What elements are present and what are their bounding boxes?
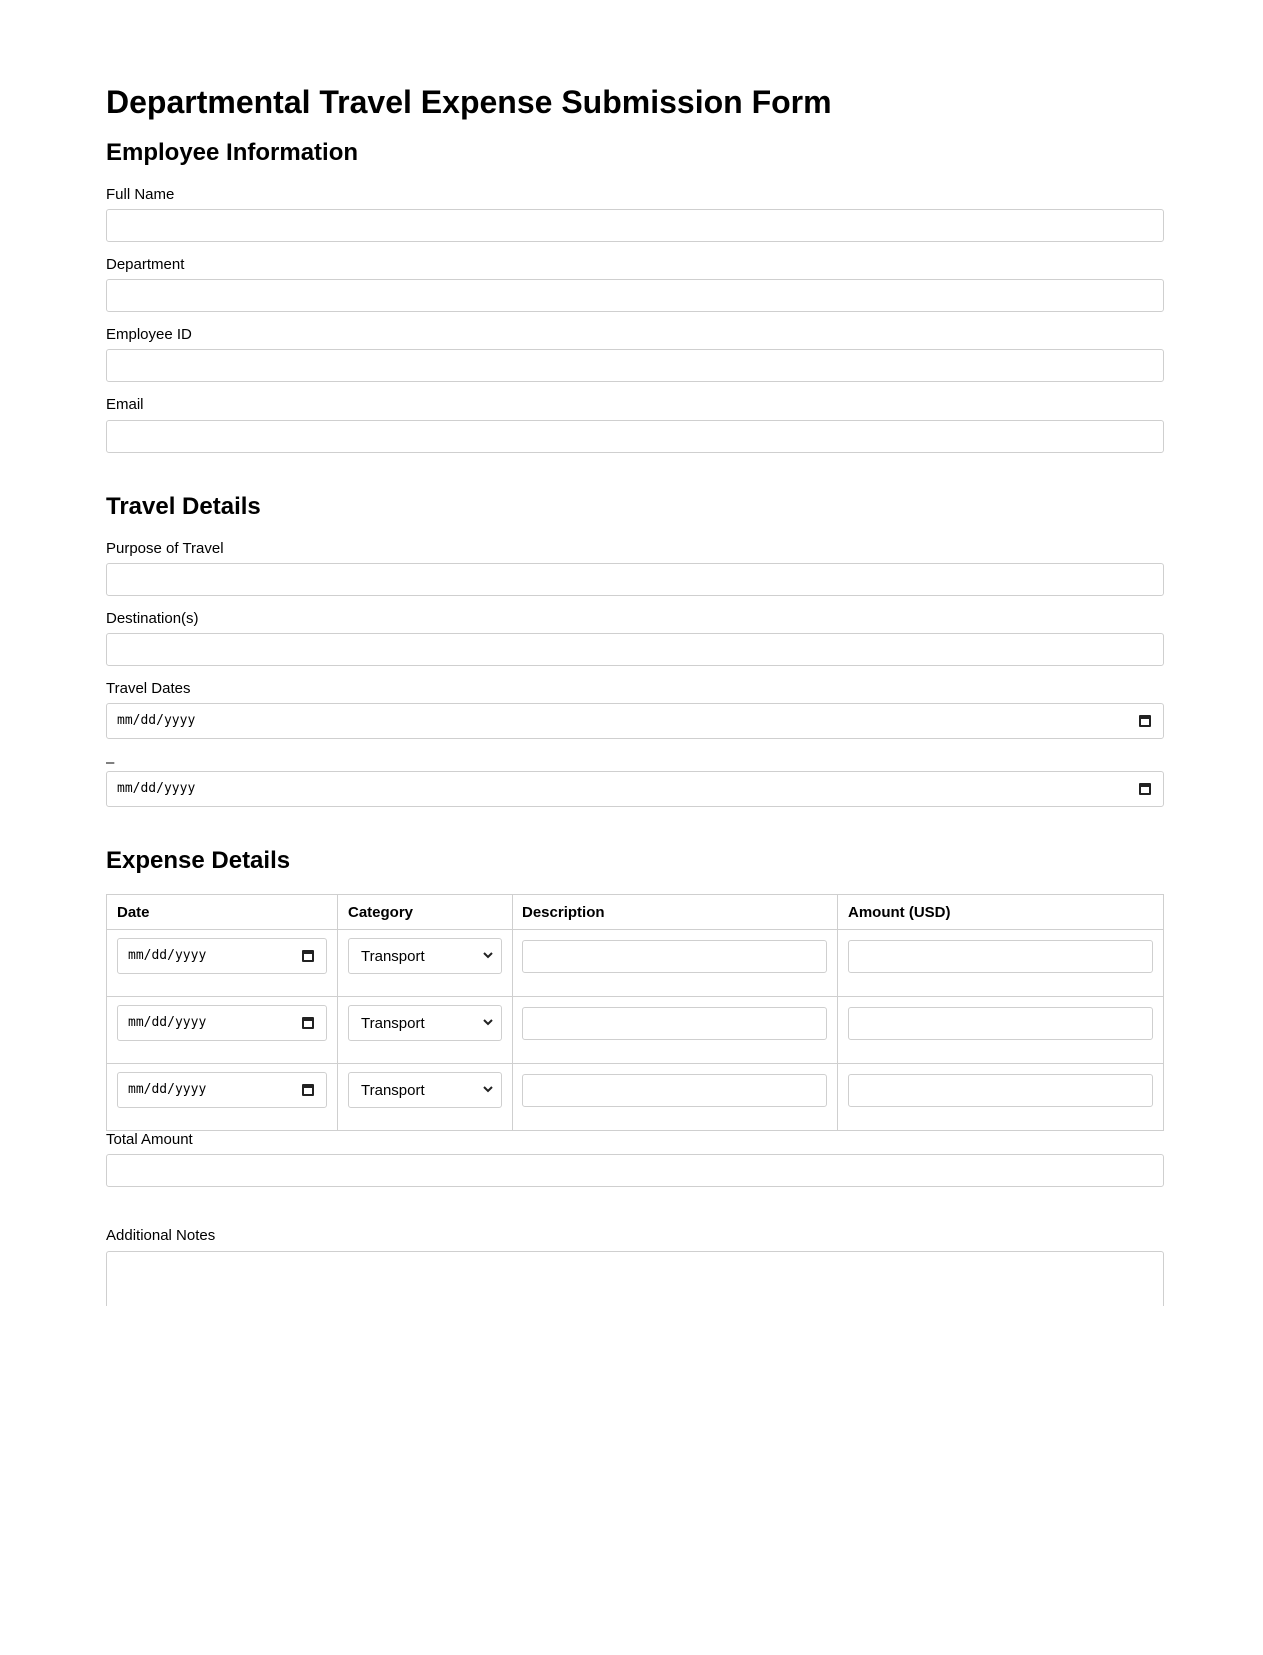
selected-category: Transport <box>361 1082 425 1099</box>
purpose-of-travel-label: Purpose of Travel <box>106 540 224 557</box>
calendar-icon[interactable] <box>302 950 314 962</box>
email-input[interactable] <box>106 420 1164 453</box>
purpose-of-travel-input[interactable] <box>106 563 1164 596</box>
employee-information-heading: Employee Information <box>106 139 359 166</box>
column-divider <box>837 895 838 1130</box>
additional-notes-textarea[interactable] <box>106 1251 1164 1306</box>
travel-end-date-input[interactable] <box>106 771 1164 807</box>
expense-amount-input[interactable] <box>848 1074 1153 1107</box>
expense-description-input[interactable] <box>522 940 827 973</box>
expense-amount-input[interactable] <box>848 1007 1153 1040</box>
calendar-icon[interactable] <box>302 1017 314 1029</box>
chevron-down-icon <box>483 950 493 960</box>
row-divider <box>107 996 1163 997</box>
expense-date-input[interactable] <box>117 1005 327 1041</box>
destinations-label: Destination(s) <box>106 610 199 627</box>
expense-description-input[interactable] <box>522 1074 827 1107</box>
expense-amount-input[interactable] <box>848 940 1153 973</box>
employee-id-input[interactable] <box>106 349 1164 382</box>
expense-category-select[interactable] <box>348 938 502 974</box>
additional-notes-label: Additional Notes <box>106 1227 216 1244</box>
calendar-icon[interactable] <box>1139 783 1151 795</box>
employee-id-label: Employee ID <box>106 326 192 343</box>
department-label: Department <box>106 256 185 273</box>
expense-date-input[interactable] <box>117 1072 327 1108</box>
row-divider <box>107 929 1163 930</box>
expense-date-input[interactable] <box>117 938 327 974</box>
calendar-icon[interactable] <box>302 1084 314 1096</box>
travel-dates-label: Travel Dates <box>106 680 191 697</box>
full-name-input[interactable] <box>106 209 1164 242</box>
date-placeholder: mm/dd/yyyy <box>128 948 207 963</box>
department-input[interactable] <box>106 279 1164 312</box>
column-header-category: Category <box>348 904 414 921</box>
expense-details-heading: Expense Details <box>106 847 291 874</box>
expense-category-select[interactable] <box>348 1072 502 1108</box>
travel-details-heading: Travel Details <box>106 493 261 520</box>
date-placeholder: mm/dd/yyyy <box>117 781 196 796</box>
expense-description-input[interactable] <box>522 1007 827 1040</box>
total-amount-input[interactable] <box>106 1154 1164 1187</box>
travel-start-date-input[interactable] <box>106 703 1164 739</box>
expense-table <box>106 894 1164 1131</box>
email-label: Email <box>106 396 144 413</box>
column-header-description: Description <box>522 904 605 921</box>
column-divider <box>512 895 513 1130</box>
chevron-down-icon <box>483 1017 493 1027</box>
column-divider <box>337 895 338 1130</box>
expense-category-select[interactable] <box>348 1005 502 1041</box>
date-placeholder: mm/dd/yyyy <box>128 1082 207 1097</box>
total-amount-label: Total Amount <box>106 1131 193 1148</box>
date-placeholder: mm/dd/yyyy <box>117 713 196 728</box>
full-name-label: Full Name <box>106 186 175 203</box>
chevron-down-icon <box>483 1084 493 1094</box>
page-title: Departmental Travel Expense Submission Form <box>106 84 832 120</box>
column-header-date: Date <box>117 904 150 921</box>
destinations-input[interactable] <box>106 633 1164 666</box>
travel-expense-form <box>106 0 1164 1306</box>
selected-category: Transport <box>361 948 425 965</box>
row-divider <box>107 1063 1163 1064</box>
date-range-separator: – <box>106 754 115 771</box>
calendar-icon[interactable] <box>1139 715 1151 727</box>
selected-category: Transport <box>361 1015 425 1032</box>
date-placeholder: mm/dd/yyyy <box>128 1015 207 1030</box>
column-header-amount: Amount (USD) <box>848 904 951 921</box>
